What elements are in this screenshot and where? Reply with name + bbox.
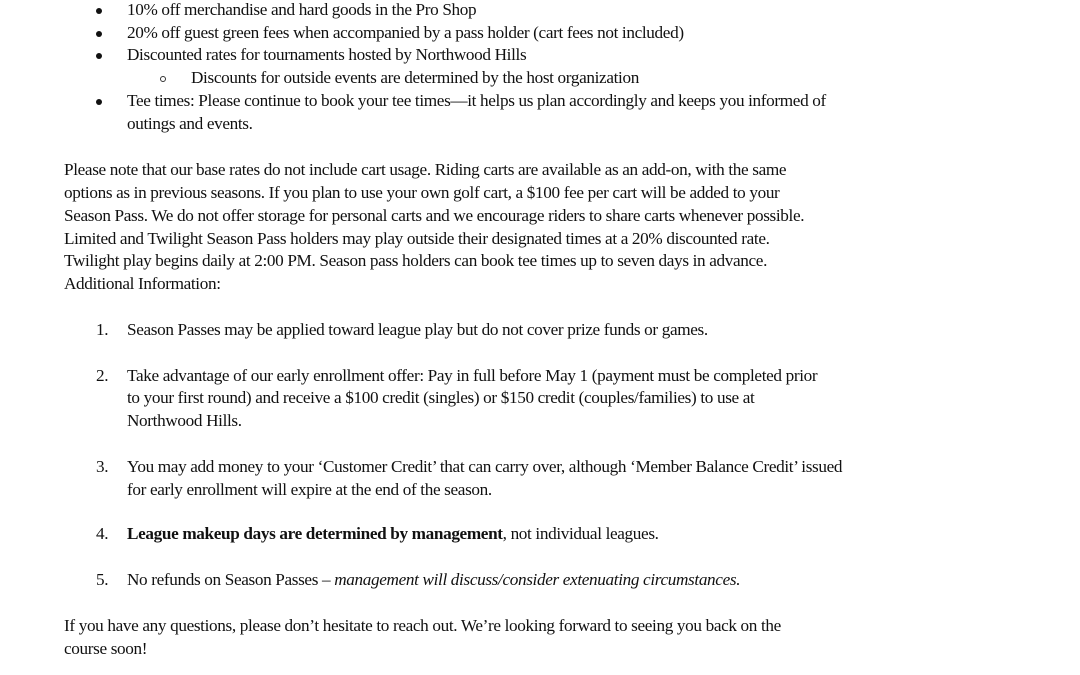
- bullet-icon: [96, 53, 102, 59]
- additional-information-heading: Additional Information:: [64, 274, 221, 293]
- sub-bullet-item-text: Discounts for outside events are determined by the host organization: [191, 68, 639, 87]
- bullet-icon: [96, 31, 102, 37]
- bullet-icon: [96, 8, 102, 14]
- paragraph-line: options as in previous seasons. If you plan to use your own golf cart, a $100 fee per cart will be added to your: [64, 183, 780, 202]
- numbered-item-text: Take advantage of our early enrollment offer: Pay in full before May 1 (payment must be completed prior: [127, 366, 818, 385]
- numbered-item-rest-text: , not individual leagues.: [502, 524, 659, 543]
- numbered-item-text: [127, 523, 659, 546]
- paragraph-line: Limited and Twilight Season Pass holders may play outside their designated times at a 20% discounted rate.: [64, 229, 770, 248]
- italic-emphasis-text: management will discuss/consider extenuating circumstances.: [334, 570, 741, 589]
- list-number: 2.: [96, 366, 109, 385]
- closing-line: course soon!: [64, 639, 148, 658]
- bold-emphasis-text: League makeup days are determined by management: [127, 524, 503, 543]
- list-number: 1.: [96, 320, 109, 339]
- paragraph-line: Twilight play begins daily at 2:00 PM. Season pass holders can book tee times up to seven days in advance.: [64, 251, 768, 270]
- paragraph-line: Season Pass. We do not offer storage for personal carts and we encourage riders to share carts whenever possible.: [64, 206, 805, 225]
- closing-line: If you have any questions, please don’t hesitate to reach out. We’re looking forward to seeing you back on the: [64, 616, 781, 635]
- list-number: 3.: [96, 457, 109, 476]
- numbered-item-text: Season Passes may be applied toward league play but do not cover prize funds or games.: [127, 320, 708, 339]
- bullet-icon: [96, 99, 102, 105]
- list-number: 5.: [96, 570, 109, 589]
- bullet-item-text: Discounted rates for tournaments hosted by Northwood Hills: [127, 45, 527, 64]
- paragraph-line: Please note that our base rates do not include cart usage. Riding carts are available as an add-on, with the same: [64, 160, 787, 179]
- numbered-item-text: Northwood Hills.: [127, 411, 242, 430]
- numbered-item-text: for early enrollment will expire at the end of the season.: [127, 480, 492, 499]
- bullet-item-text: 10% off merchandise and hard goods in the Pro Shop: [127, 0, 477, 19]
- list-number: 4.: [96, 524, 109, 543]
- numbered-item-plain-text: No refunds on Season Passes –: [127, 570, 335, 589]
- numbered-item-text: [127, 569, 740, 592]
- bullet-item-text: 20% off guest green fees when accompanied by a pass holder (cart fees not included): [127, 23, 684, 42]
- sub-bullet-circle-icon: [160, 76, 166, 82]
- bullet-item-text: Tee times: Please continue to book your tee times—it helps us plan accordingly and keeps you informed of: [127, 91, 826, 110]
- numbered-item-text: You may add money to your ‘Customer Credit’ that can carry over, although ‘Member Balance Credit’ issued: [127, 457, 843, 476]
- bullet-item-text-continued: outings and events.: [127, 114, 253, 133]
- numbered-item-text: to your first round) and receive a $100 credit (singles) or $150 credit (couples/families) to use at: [127, 388, 755, 407]
